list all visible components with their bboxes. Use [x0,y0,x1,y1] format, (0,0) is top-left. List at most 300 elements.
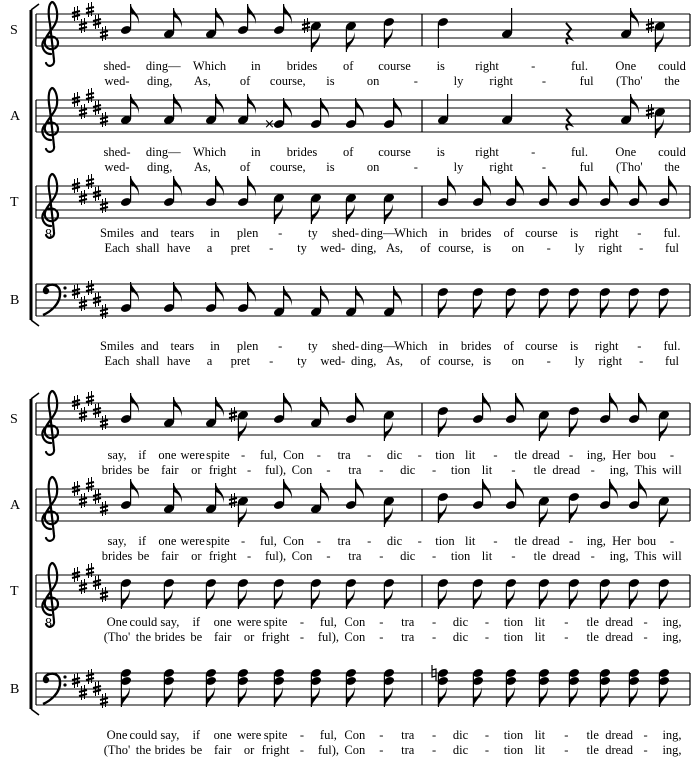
note [273,578,285,609]
sharp-icon [646,104,654,119]
flag [311,204,319,224]
lyric-syllable: Con [283,534,305,548]
lyric-syllable: right [475,145,499,159]
lyric-syllable: ful. [663,226,681,240]
sharp-icon [229,493,237,508]
lyric-hyphen: - [484,630,490,644]
lyric-syllable: tion [450,463,471,477]
note [273,668,285,707]
note [568,287,580,318]
key-signature-sharp-icon [100,304,108,319]
note [432,665,449,707]
lyric-hyphen: - [484,728,490,742]
lyric-syllable: dread [552,549,581,563]
note [237,578,249,609]
lyric-hyphen: - [278,226,283,240]
note [658,668,670,707]
lyric-hyphen: - [241,448,246,462]
lyric-hyphen: - [564,615,569,629]
lyric-syllable: tle [533,463,547,477]
lyric-syllable: ing, [586,534,606,548]
key-signature-sharp-icon [79,296,87,311]
lyric-syllable: in [438,339,449,353]
lyric-hyphen: - [511,463,516,477]
lyric-syllable: lit [534,728,546,742]
flag [284,286,292,306]
note [237,94,256,125]
key-signature-sharp-icon [100,693,108,708]
lyric-syllable: right [598,354,623,368]
note [383,17,395,48]
lyric-syllable: ty [297,354,307,368]
lyric-syllable: a [206,241,213,255]
lyric-hyphen: - [247,549,252,563]
key-signature-sharp-icon [86,2,94,17]
note [437,287,449,318]
lyric-hyphen: - [432,743,437,757]
lyric-syllable: dread [605,743,634,757]
lyric-syllable: dic [452,630,469,644]
lyric-hyphen: - [379,615,384,629]
lyric-syllable: lit [464,534,476,548]
quarter-rest-icon [566,109,571,130]
note [237,282,256,313]
note [310,668,322,707]
lyric-hyphen: - [326,549,331,563]
lyric-syllable: on [366,74,380,88]
lyric-syllable: is [482,241,492,255]
lyric-hyphen: - [643,615,648,629]
lyric-syllable: course, [269,160,306,174]
bass-clef-dot-icon [43,677,49,683]
lyric-syllable: plen [236,339,259,353]
staff-t [10,174,690,255]
key-signature-sharp-icon [86,174,94,189]
lyric-hyphen: - [316,534,321,548]
lyric-syllable: ing, [609,463,629,477]
lyric-syllable: were [236,615,262,629]
lyric-syllable: were [180,534,205,548]
lyric-syllable: lit [534,615,546,629]
lyric-syllable: dic [452,728,469,742]
lyric-syllable: One [106,615,128,629]
flag [346,32,354,52]
lyric-hyphen: - [541,160,547,174]
note [273,286,292,317]
lyric-syllable: ing, [662,615,682,629]
lyric-syllable: brides [101,549,133,563]
key-signature-sharp-icon [79,407,87,422]
lyric-syllable: on [511,241,525,255]
lyric-hyphen: - [531,59,536,73]
note [120,578,132,609]
lyric-hyphen: - [484,615,490,629]
system-bracket [31,4,39,10]
lyric-syllable: ful. [570,145,589,159]
lyric-hyphen: - [637,339,642,353]
lyric-syllable: As, [193,74,211,88]
lyric-syllable: brides [101,463,133,477]
voice-label: B [10,293,20,308]
lyric-syllable: shed- [331,226,360,240]
double-sharp-icon: × [264,117,275,132]
lyric-syllable: right [489,74,514,88]
flag [238,421,246,441]
flag [384,507,392,527]
note [599,668,611,707]
system-bracket [31,320,39,326]
flag [356,286,364,306]
lyric-syllable: if [138,448,147,462]
note [163,668,175,707]
key-signature-sharp-icon [86,669,94,684]
note [163,8,182,39]
lyric-syllable: wed- [320,354,346,368]
note [658,578,670,609]
lyric-syllable: of [503,226,514,240]
lyric-syllable: ing, [662,728,682,742]
note [646,18,666,52]
note [229,407,249,441]
lyric-syllable: dread [605,615,634,629]
lyric-hyphen: - [564,630,569,644]
lyric-syllable: tle [586,728,599,742]
note [472,479,491,510]
note [310,98,329,129]
lyric-hyphen: - [643,728,648,742]
bass-clef-dot-icon [63,286,66,289]
staff-b [10,280,690,368]
lyric-syllable: ding— [145,145,181,159]
flag [384,204,392,224]
lyric-syllable: Con [291,549,313,563]
note [120,4,139,35]
note [505,393,524,424]
lyric-syllable: if [192,728,201,742]
lyric-syllable: spite [206,448,230,462]
lyric-syllable: a [206,354,213,368]
flag [216,8,224,28]
lyric-syllable: tra [348,549,362,563]
lyric-syllable: fright [261,743,290,757]
flag [539,507,547,527]
note [345,668,357,707]
flag [216,397,224,417]
lyric-syllable: is [436,59,445,73]
lyric-syllable: ly [453,160,464,174]
lyric-syllable: dic [400,463,416,477]
key-signature-sharp-icon [86,563,94,578]
lyric-hyphen: - [643,743,648,757]
note [163,282,182,313]
lyric-syllable: As, [193,160,211,174]
lyric-syllable: tra [401,615,415,629]
lyric-syllable: dread [531,534,560,548]
note [345,479,364,510]
lyric-syllable: right [489,160,514,174]
lyric-syllable: the [135,630,152,644]
staff-t [10,563,690,644]
lyric-syllable: shed- [103,59,131,73]
note [538,496,550,527]
voice-label: S [10,23,18,38]
lyric-syllable: Each [104,354,130,368]
lyric-syllable: the [664,160,680,174]
lyric-syllable: course [525,226,558,240]
flag [631,8,639,28]
lyric-syllable: (Tho' [616,160,643,174]
note [205,176,224,207]
lyric-syllable: Con [344,615,366,629]
lyric-syllable: the [135,743,152,757]
note [237,4,256,35]
key-signature-sharp-icon [86,391,94,406]
note [437,492,449,523]
lyric-syllable: As, [385,241,404,255]
lyric-syllable: were [236,728,262,742]
note [437,406,449,437]
lyric-syllable: tion [435,448,455,462]
staff-a [10,477,690,563]
lyric-hyphen: - [669,534,675,548]
lyric-syllable: lit [464,448,476,462]
lyric-hyphen: - [493,448,498,462]
note [628,668,640,707]
key-signature-sharp-icon [86,280,94,295]
lyric-syllable: on [511,354,525,368]
note [310,193,322,224]
lyric-syllable: ful. [663,339,681,353]
note [163,397,182,428]
key-signature-sharp-icon [100,26,108,41]
lyric-syllable: if [192,615,201,629]
lyric-syllable: plen [236,226,259,240]
flag [174,397,182,417]
lyric-syllable: lit [534,743,546,757]
note [205,282,224,313]
flag [311,32,319,52]
lyric-hyphen: - [432,549,437,563]
lyric-syllable: dic [386,534,403,548]
lyric-syllable: be [137,463,150,477]
lyric-syllable: be [190,630,203,644]
lyric-hyphen: - [564,743,569,757]
lyric-syllable: in [210,339,220,353]
note [264,98,292,132]
lyric-syllable: Con [291,463,313,477]
note [472,668,484,707]
lyric-syllable: dread [605,630,634,644]
note [273,193,285,224]
lyric-syllable: fright [208,549,237,563]
lyric-syllable: were [180,448,205,462]
lyric-syllable: As, [385,354,404,368]
lyric-syllable: This [634,463,657,477]
lyric-syllable: tra [401,728,415,742]
lyric-syllable: one [213,615,232,629]
lyric-syllable: on [366,160,380,174]
lyric-syllable: ful [665,241,679,255]
lyric-syllable: dic [400,549,416,563]
lyric-hyphen: - [326,463,331,477]
lyric-hyphen: - [564,728,569,742]
note [120,176,139,207]
note [501,94,513,125]
flag [174,8,182,28]
lyric-syllable: fair [161,463,179,477]
lyric-syllable: tle [586,615,599,629]
flag [174,483,182,503]
lyric-syllable: ing, [662,743,682,757]
lyric-hyphen: - [569,534,574,548]
lyric-syllable: Smiles [99,226,135,240]
note [538,287,550,318]
lyric-syllable: could [129,615,158,629]
lyric-syllable: ful), [264,549,287,563]
note [568,176,587,207]
note [658,287,670,318]
lyric-syllable: could [658,145,686,159]
flag [131,94,139,114]
note [620,8,639,39]
sharp-icon [229,407,237,422]
lyric-hyphen: - [299,743,305,757]
note [505,578,517,609]
lyric-syllable: dic [386,448,403,462]
flag [321,286,329,306]
lyric-syllable: ful, [259,534,277,548]
note [568,668,580,707]
lyric-hyphen: - [269,241,274,255]
lyric-hyphen: - [484,743,490,757]
note [658,410,670,441]
note [472,393,491,424]
note [599,479,618,510]
treble-clef-icon [42,477,58,541]
voice-label: A [10,109,21,124]
flag [174,94,182,114]
lyric-hyphen: - [379,549,384,563]
lyric-hyphen: - [379,630,384,644]
lyric-hyphen: - [417,448,422,462]
lyric-syllable: dread [552,463,581,477]
lyric-syllable: wed- [320,241,346,255]
lyric-syllable: ty [297,241,307,255]
note [120,393,139,424]
lyric-hyphen: - [432,463,437,477]
lyric-syllable: dread [605,728,634,742]
lyric-syllable: of [503,339,514,353]
lyric-syllable: the [664,74,680,88]
lyric-hyphen: - [432,728,437,742]
note [120,94,139,125]
lyric-hyphen: - [278,339,283,353]
key-signature-sharp-icon [79,18,87,33]
lyric-hyphen: - [637,226,642,240]
lyric-syllable: shall [136,241,160,255]
lyric-hyphen: - [367,448,372,462]
lyric-syllable: is [326,74,335,88]
lyric-syllable: fright [261,630,290,644]
lyric-syllable: in [250,59,261,73]
lyric-syllable: will [662,463,682,477]
lyric-syllable: tears [170,226,195,240]
note [620,94,639,125]
flag [394,286,402,306]
lyric-syllable: Each [104,241,130,255]
flag [216,483,224,503]
treble-clef-icon [42,2,58,66]
flag [321,397,329,417]
lyric-syllable: one [158,534,177,548]
lyric-syllable: one [213,728,232,742]
note [163,94,182,125]
lyric-syllable: say, [160,728,180,742]
lyric-syllable: could [129,728,158,742]
lyric-syllable: say, [107,534,127,548]
note [345,98,364,129]
lyric-hyphen: - [379,463,384,477]
key-signature-sharp-icon [86,88,94,103]
lyric-syllable: bou [637,534,657,548]
lyric-hyphen: - [493,534,498,548]
note [345,193,357,224]
lyric-syllable: ding, [350,354,377,368]
lyric-hyphen: - [413,74,418,88]
lyric-syllable: tra [348,463,362,477]
lyric-syllable: ful, [319,728,337,742]
note [120,282,139,313]
lyric-syllable: and [140,226,159,240]
treble-clef-icon [42,391,58,455]
lyric-syllable: right [594,339,619,353]
note [568,492,580,523]
lyric-syllable: if [138,534,147,548]
flag [248,94,256,114]
lyric-syllable: and [140,339,159,353]
flag [274,204,282,224]
lyric-hyphen: - [639,354,644,368]
flag [216,94,224,114]
lyric-syllable: bou [637,448,657,462]
lyric-syllable: tion [503,728,524,742]
note [229,493,249,527]
lyric-syllable: brides [460,226,492,240]
lyric-syllable: ding, [350,241,377,255]
lyric-hyphen: - [269,354,274,368]
key-signature-sharp-icon [100,198,108,213]
lyric-syllable: ly [453,74,464,88]
lyric-syllable: could [658,59,686,73]
note [383,193,395,224]
lyric-syllable: brides [460,339,492,353]
lyric-syllable: ding— [145,59,181,73]
lyric-syllable: ful. [570,59,589,73]
lyric-syllable: Smiles [99,339,135,353]
lyric-syllable: ty [308,226,318,240]
key-signature-sharp-icon [79,493,87,508]
lyric-hyphen: - [541,74,547,88]
note [120,668,132,707]
lyric-syllable: pret [230,241,251,255]
note [538,410,550,441]
key-signature-sharp-icon [86,477,94,492]
lyric-syllable: brides [286,59,318,73]
lyric-syllable: lit [481,463,493,477]
lyric-syllable: spite [263,615,288,629]
note [163,578,175,609]
lyric-syllable: course, [438,241,475,255]
